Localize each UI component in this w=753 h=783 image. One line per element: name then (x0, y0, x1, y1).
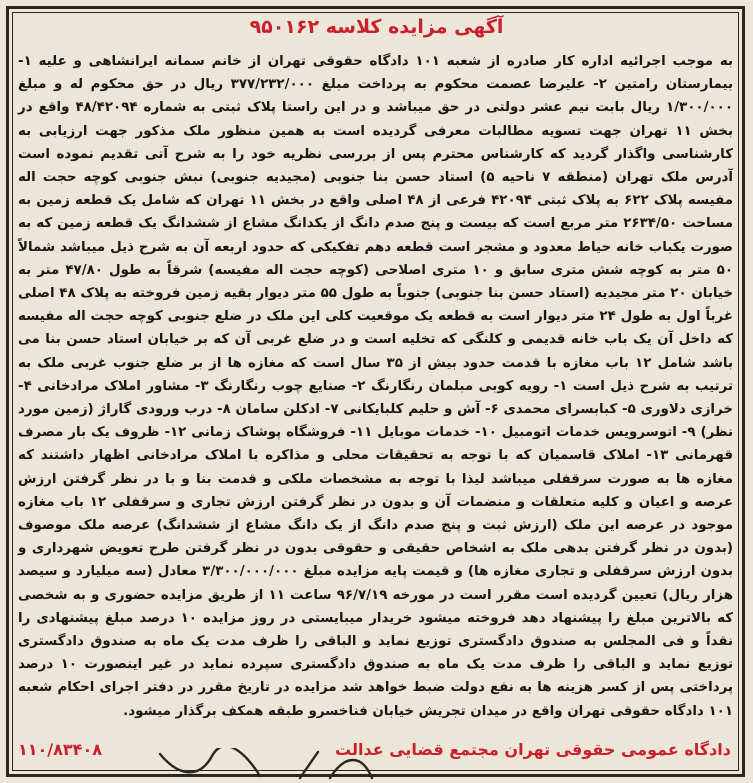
notice-body: به موجب اجرائیه اداره کار صادره از شعبه ۱۰۱ دادگاه حقوقی تهران از خانم سمانه ایرانشاهی و علیه ۱- بیمارستان رامتین ۲- علیرضا عصمت محکوم به پرداخت مبلغ ۳۷۷/۲۳۲/۰۰۰ ریال در حق محکوم له و مبلغ ۱/۳۰۰/۰۰۰ ریال بابت نیم عشر دولتی در حق میباشد و در این راستا پلاک ثبتی به شماره ۴۸/۴۲۰۹۴ واقع در بخش ۱۱ تهران جهت تسویه مطالبات معرفی گردیده است به همین منظور ملک مذکور جهت ارزیابی به کارشناسی واگذار گردید که کارشناس محترم پس از بررسی نظریه خود را به شرح آتی تقدیم نموده است آدرس ملک تهران (منطقه ۷ ناحیه ۵) استاد حسن بنا جنوبی (مجیدیه جنوبی) نبش جنوبی کوچه حجت اله مفیسه پلاک ۶۲۲ به پلاک ثبتی ۴۲۰۹۴ فرعی از ۴۸ اصلی واقع در بخش ۱۱ تهران که شامل یک قطعه زمین به مساحت ۲۶۳۴/۵۰ متر مربع است که بیست و پنج صدم دانگ از یکدانگ مشاع از ششدانگ یک قطعه زمین که به صورت یکباب خانه حیاط معدود و مشجر است قطعه دهم تفکیکی که حدود اربعه آن به شرح ذیل میباشد شمالاً ۵۰ متر به کوچه شش متری سابق و ۱۰ متری اصلاحی (کوچه حجت اله مفیسه) شرقاً به طول ۴۷/۸۰ متر به خیابان ۲۰ متر مجیدیه (استاد حسن بنا جنوبی) جنوباً به طول ۵۵ متر دیوار بقیه زمین فروخته به پلاک ۴۸ اصلی غرباً اول به طول ۲۴ متر دیوار است به قطعه یک موقعیت کلی این ملک در ضلع جنوبی کوچه حجت اله مفیسه که داخل آن یک باب خانه قدیمی و کلنگی که تخلیه است و در ضلع غربی آن که بر خیابان استاد حسن بنا می باشد شامل ۱۲ باب مغازه با قدمت حدود بیش از ۳۵ سال است که مغازه ها از بر ضلع جنوب غربی ملک به ترتیب به شرح ذیل است ۱- رویه کوبی مبلمان رنگارنگ ۲- صنایع چوب رنگارنگ ۳- مشاور املاک مرادخانی ۴- خرازی دلاوری ۵- کبابسرای محمدی ۶- آش و حلیم کلبایکانی ۷- ادکلن سامان ۸- درب ورودی گاراژ (زمین مورد نظر) ۹- اتوسرویس خدمات اتومبیل ۱۰- خدمات موبایل ۱۱- فروشگاه پوشاک زمانی ۱۲- ظروف یک بار مصرف قهرمانی ۱۳- املاک قاسمیان که با توجه به تحقیقات محلی و مذاکره با املاک مرادخانی اظهار داشتند که مغازه ها به صورت سرقفلی میباشد لیذا با توجه به مشخصات ملکی و قدمت بنا و با در نظر گرفتن ارزش عرصه و اعیان و کلیه متعلقات و منضمات آن و بدون در نظر گرفتن ارزش تجاری و سرقفلی ۱۲ باب مغازه موجود در عرصه این ملک (ارزش ثبت و پنج صدم دانگ از یک دانگ مشاع از ششدانگ) عرصه ملک موصوف (بدون در نظر گرفتن بدهی ملک به اشخاص حقیقی و حقوقی بدون در نظر گرفتن طرح تعویض شهرداری و بدون ارزش سرقفلی و تجاری مغازه ها) و قیمت پایه مزایده مبلغ ۳/۳۰۰/۰۰۰/۰۰۰ معادل (سه میلیارد و سیصد هزار ریال) تعیین گردیده است مقرر است در مورخه ۹۶/۷/۱۹ ساعت ۱۱ از طریق مزایده حضوری و به شخصی که بالاترین مبلغ را پیشنهاد دهد فروخته میشود خریدار میبایستی در روز مزایده ۱۰ درصد مبلغ پیشنهادی را نقداً و فی المجلس به صندوق دادگستری توزیع نماید و الباقی را ظرف مدت یک ماه به صندوق دادگستری توزیع نماید و الباقی را ظرف مدت یک ماه به صندوق دادگستری سپرده نماید در غیر اینصورت ۱۰ درصد پرداختی پس از کسر هزینه ها به نفع دولت ضبط خواهد شد مزایده در تاریخ مقرر در دفتر اجرای احکام شعبه ۱۰۱ دادگاه حقوقی تهران واقع در میدان تجریش خیابان فناخسرو طبقه همکف برگذار میشود. (18, 54, 734, 719)
court-name: دادگاه عمومی حقوقی تهران مجتمع قضایی عدالت (335, 740, 731, 759)
notice-title: آگهی مزایده کلاسه ۹۵۰۱۶۲ (249, 16, 504, 38)
handwritten-signature-icon (150, 748, 410, 782)
notice-code: ۱۱۰/۸۳۴۰۸ (18, 740, 102, 759)
